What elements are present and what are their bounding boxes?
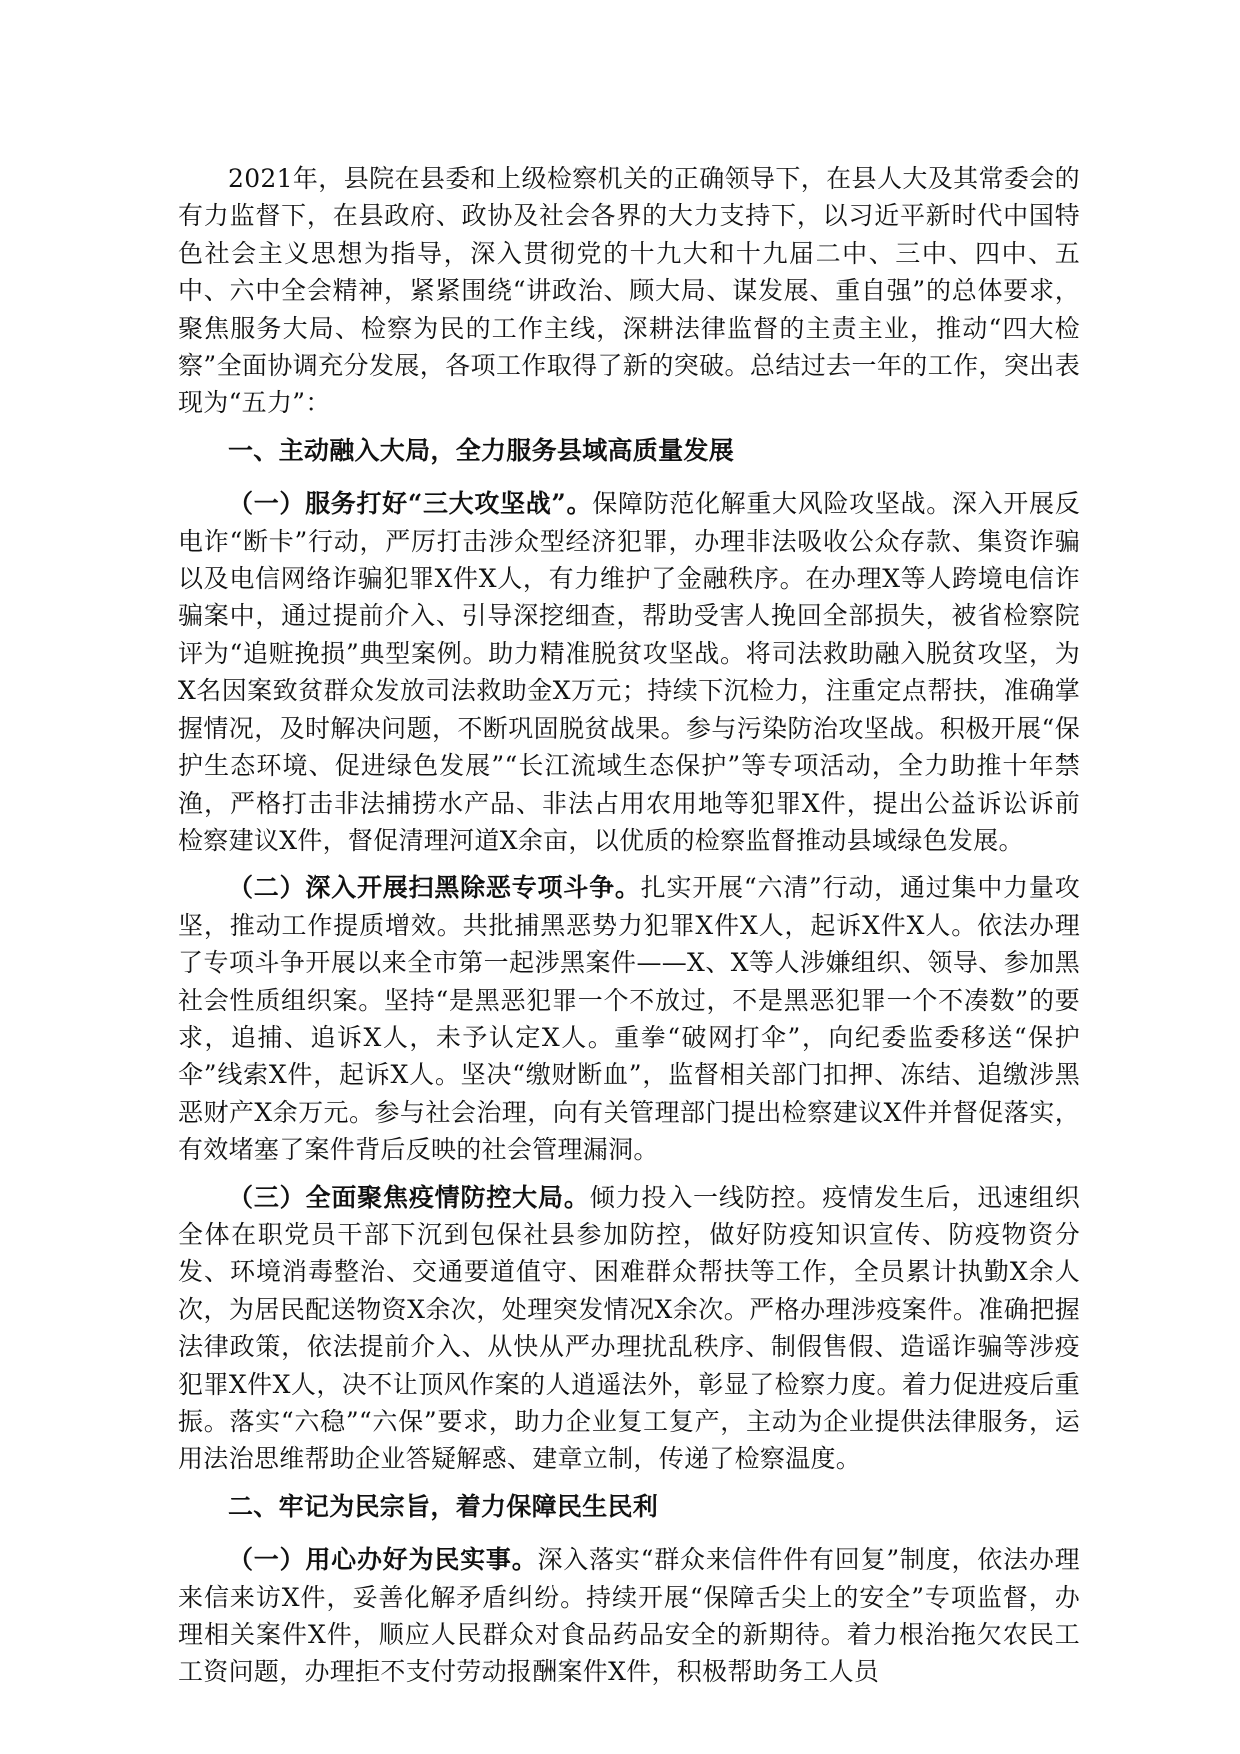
section-2-item-1-title: （一）用心办好为民实事。: [228, 1545, 538, 1575]
section-1-item-2-title: （二）深入开展扫黑除恶专项斗争。: [228, 873, 641, 903]
section-1-item-1-body: 保障防范化解重大风险攻坚战。深入开展反电诈“断卡”行动，严厉打击涉众型经济犯罪，办理非法吸收公众存款、集资诈骗以及电信网络诈骗犯罪X件X人，有力维护了金融秩序。在办理X等人跨境电信诈骗案中，通过提前介入、引导深挖细查，帮助受害人挽回全部损失，被省检察院评为“追赃挽损”典型案例。助力精准脱贫攻坚战。将司法救助融入脱贫攻坚，为X名因案致贫群众发放司法救助金X万元；持续下沉检力，注重定点帮扶，准确掌握情况，及时解决问题，不断巩固脱贫战果。参与污染防治攻坚战。积极开展“保护生态环境、促进绿色发展”“长江流域生态保护”等专项活动，全力助推十年禁渔，严格打击非法捕捞水产品、非法占用农用地等犯罪X件，提出公益诉讼诉前检察建议X件，督促清理河道X余亩，以优质的检察监督推动县域绿色发展。: [178, 489, 1080, 855]
section-2-item-1-body: 深入落实“群众来信件件有回复”制度，依法办理来信来访X件，妥善化解矛盾纠纷。持续开展“保障舌尖上的安全”专项监督，办理相关案件X件，顺应人民群众对食品药品安全的新期待。着力根治拖欠农民工工资问题，办理拒不支付劳动报酬案件X件，积极帮助务工人员: [178, 1545, 1080, 1687]
section-1-item-1-title: （一）服务打好“三大攻坚战”。: [228, 489, 593, 519]
intro-paragraph: 2021年，县院在县委和上级检察机关的正确领导下，在县人大及其常委会的有力监督下，在县政府、政协及社会各界的大力支持下，以习近平新时代中国特色社会主义思想为指导，深入贯彻党的十九大和十九届二中、三中、四中、五中、六中全会精神，紧紧围绕“讲政治、顾大局、谋发展、重自强”的总体要求，聚焦服务大局、检察为民的工作主线，深耕法律监督的主责主业，推动“四大检察”全面协调充分发展，各项工作取得了新的突破。总结过去一年的工作，突出表现为“五力”：: [178, 164, 1080, 418]
section-1-heading: 一、主动融入大局，全力服务县域高质量发展: [228, 435, 735, 465]
section-1-item-2: [178, 869, 1080, 1168]
section-1-item-3-title: （三）全面聚焦疫情防控大局。: [228, 1182, 590, 1212]
section-1-item-3: [178, 1179, 1080, 1478]
document-page: [178, 160, 1080, 1701]
section-2-heading: 二、牢记为民宗旨，着力保障民生民利: [228, 1491, 659, 1521]
section-1-item-3-body: 倾力投入一线防控。疫情发生后，迅速组织全体在职党员干部下沉到包保社县参加防控，做好防疫知识宣传、防疫物资分发、环境消毒整治、交通要道值守、困难群众帮扶等工作，全员累计执勤X余人次，为居民配送物资X余次，处理突发情况X余次。严格办理涉疫案件。准确把握法律政策，依法提前介入、从快从严办理扰乱秩序、制假售假、造谣诈骗等涉疫犯罪X件X人，决不让顶风作案的人逍遥法外，彰显了检察力度。着力促进疫后重振。落实“六稳”“六保”要求，助力企业复工复产，主动为企业提供法律服务，运用法治思维帮助企业答疑解惑、建章立制，传递了检察温度。: [178, 1182, 1081, 1474]
section-1-item-2-body: 扎实开展“六清”行动，通过集中力量攻坚，推动工作提质增效。共批捕黑恶势力犯罪X件X人，起诉X件X人。依法办理了专项斗争开展以来全市第一起涉黑案件——X、X等人涉嫌组织、领导、参加黑社会性质组织案。坚持“是黑恶犯罪一个不放过，不是黑恶犯罪一个不凑数”的要求，追捕、追诉X人，未予认定X人。重拳“破网打伞”，向纪委监委移送“保护伞”线索X件，起诉X人。坚决“缴财断血”，监督相关部门扣押、冻结、追缴涉黑恶财产X余万元。参与社会治理，向有关管理部门提出检察建议X件并督促落实，有效堵塞了案件背后反映的社会管理漏洞。: [178, 873, 1080, 1165]
section-1-item-1: [178, 485, 1080, 859]
section-2-item-1: [178, 1541, 1080, 1691]
